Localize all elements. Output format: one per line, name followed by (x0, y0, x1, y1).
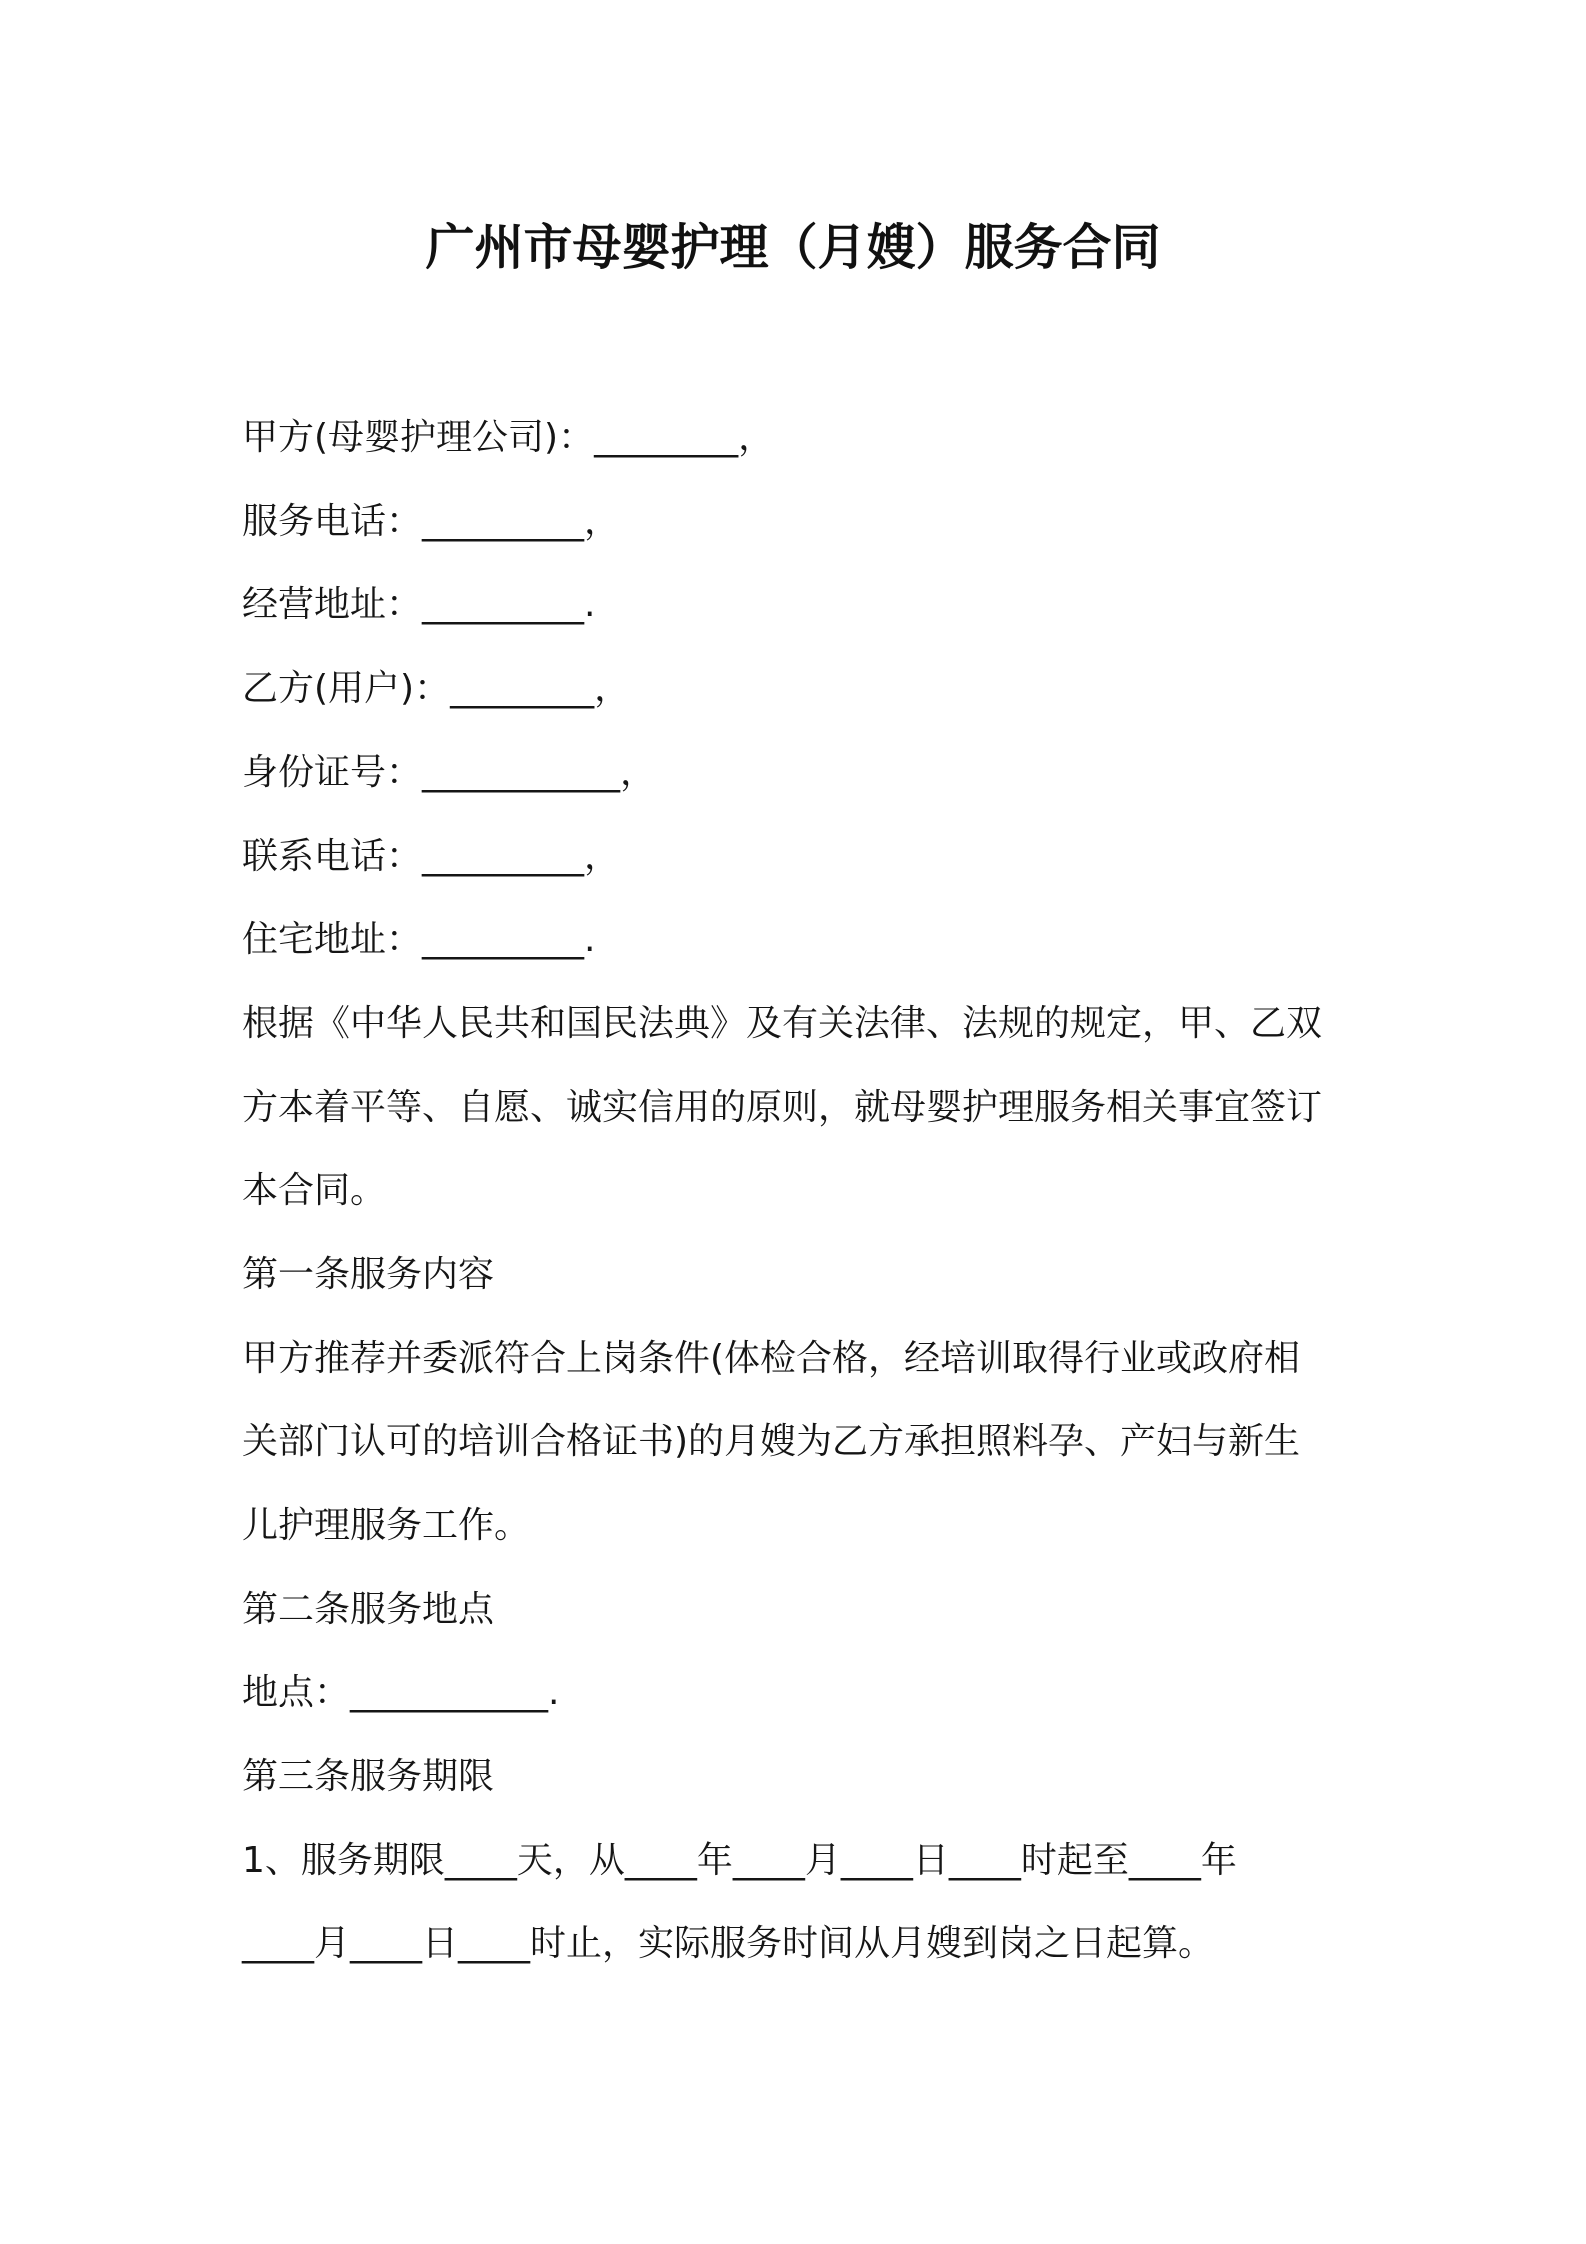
preamble-line-1: 根据《中华人民共和国民法典》及有关法律、法规的规定，甲、乙双 (242, 1003, 1323, 1044)
preamble-line-2: 方本着平等、自愿、诚实信用的原则，就母婴护理服务相关事宜签订 (242, 1087, 1323, 1128)
article-2-heading: 第二条服务地点 (242, 1589, 495, 1630)
article-1-line-1: 甲方推荐并委派符合上岗条件(体检合格，经培训取得行业或政府相 (242, 1338, 1301, 1379)
party-a-company-line: 甲方(母婴护理公司)：________， (242, 417, 775, 458)
article-1-heading: 第一条服务内容 (242, 1254, 495, 1295)
service-location-line: 地点：___________. (242, 1672, 560, 1713)
article-1-line-3: 儿护理服务工作。 (242, 1505, 531, 1546)
party-b-user-line: 乙方(用户)：________， (242, 668, 631, 709)
home-address-line: 住宅地址：_________. (242, 919, 596, 960)
preamble-line-3: 本合同。 (242, 1170, 387, 1211)
service-term-line-2: ____月____日____时止，实际服务时间从月嫂到岗之日起算。 (242, 1923, 1215, 1964)
service-term-line-1: 1、服务期限____天，从____年____月____日____时起至____年 (242, 1840, 1237, 1881)
contact-phone-line: 联系电话：_________， (242, 836, 621, 877)
article-1-line-2: 关部门认可的培训合格证书)的月嫂为乙方承担照料孕、产妇与新生 (242, 1421, 1301, 1462)
article-3-heading: 第三条服务期限 (242, 1756, 495, 1797)
service-phone-line: 服务电话：_________， (242, 501, 621, 542)
id-number-line: 身份证号：___________， (242, 752, 657, 793)
business-address-line: 经营地址：_________. (242, 584, 596, 625)
document-title: 广州市母婴护理（月嫂）服务合同 (425, 219, 1161, 276)
